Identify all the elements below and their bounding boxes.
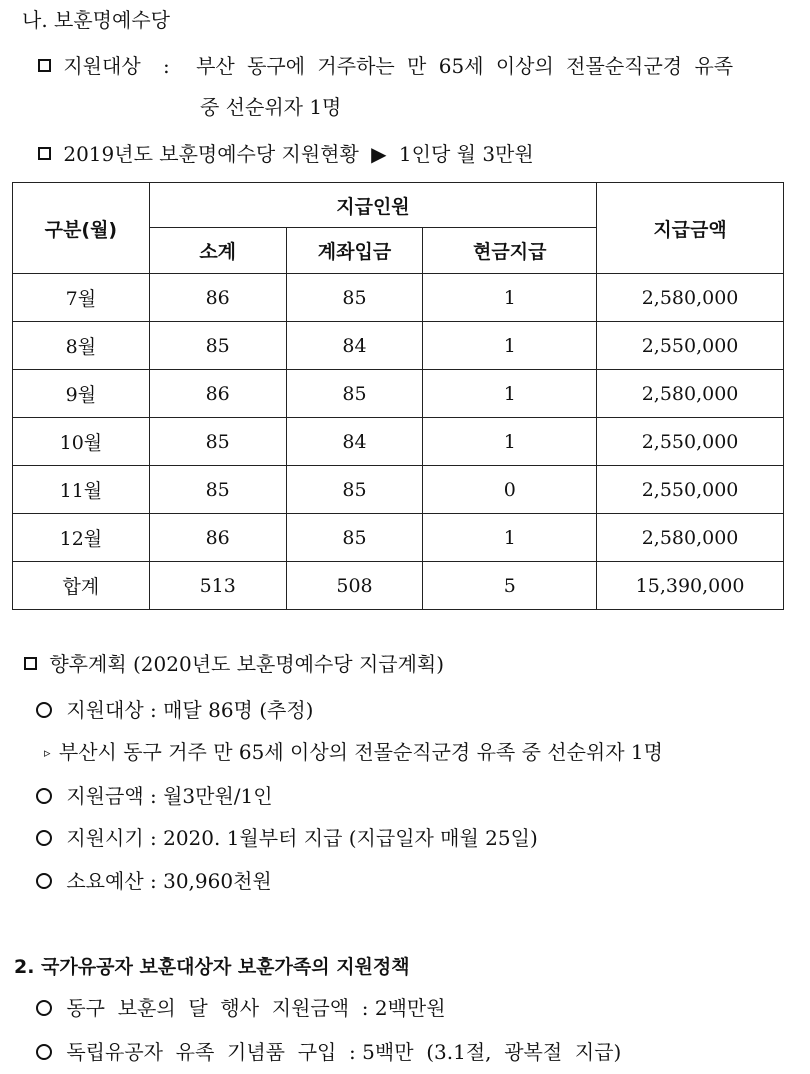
cell-total-cash: 5 bbox=[423, 562, 597, 610]
colon: : bbox=[163, 54, 170, 78]
cell-account: 84 bbox=[286, 322, 423, 370]
table-row bbox=[13, 370, 784, 418]
table-row bbox=[13, 418, 784, 466]
table-row bbox=[13, 466, 784, 514]
section-2-item-2-text: 독립유공자 유족 기념품 구입 : 5백만 (3.1절, 광복절 지급) bbox=[66, 1040, 622, 1064]
table-row bbox=[13, 514, 784, 562]
cell-amount: 2,580,000 bbox=[597, 370, 784, 418]
cell-subtotal: 86 bbox=[149, 514, 286, 562]
cell-month: 10월 bbox=[13, 418, 150, 466]
cell-account: 85 bbox=[286, 274, 423, 322]
cell-cash: 1 bbox=[423, 514, 597, 562]
table-total-row bbox=[13, 562, 784, 610]
square-bullet-icon bbox=[24, 657, 37, 670]
plan-period: 지원시기 : 2020. 1월부터 지급 (지급일자 매월 25일) bbox=[66, 826, 538, 850]
status-title: 2019년도 보훈명예수당 지원현황 bbox=[63, 142, 359, 166]
cell-total-account: 508 bbox=[286, 562, 423, 610]
header-subtotal: 소계 bbox=[149, 228, 286, 274]
section-2-item-1 bbox=[36, 994, 446, 1022]
circle-bullet-icon bbox=[36, 873, 52, 889]
support-status-table bbox=[12, 182, 784, 610]
cell-amount: 2,580,000 bbox=[597, 274, 784, 322]
status-line bbox=[38, 140, 534, 168]
section-2-title: 2. 국가유공자 보훈대상자 보훈가족의 지원정책 bbox=[14, 956, 410, 978]
arrow-right-icon: ▶ bbox=[371, 142, 387, 166]
table-row bbox=[13, 274, 784, 322]
cell-total-label: 합계 bbox=[13, 562, 150, 610]
cell-total-amount: 15,390,000 bbox=[597, 562, 784, 610]
cell-month: 9월 bbox=[13, 370, 150, 418]
cell-month: 11월 bbox=[13, 466, 150, 514]
header-amount: 지급금액 bbox=[597, 183, 784, 274]
cell-cash: 1 bbox=[423, 418, 597, 466]
header-month: 구분(월) bbox=[13, 183, 150, 274]
cell-amount: 2,550,000 bbox=[597, 466, 784, 514]
cell-account: 85 bbox=[286, 466, 423, 514]
cell-month: 8월 bbox=[13, 322, 150, 370]
cell-subtotal: 86 bbox=[149, 274, 286, 322]
cell-account: 85 bbox=[286, 514, 423, 562]
support-target-line bbox=[38, 52, 733, 80]
plan-title-line bbox=[24, 650, 444, 678]
square-bullet-icon bbox=[38, 147, 51, 160]
plan-target-line bbox=[36, 696, 313, 724]
circle-bullet-icon bbox=[36, 788, 52, 804]
status-note: 1인당 월 3만원 bbox=[398, 142, 534, 166]
section-title: 나. 보훈명예수당 bbox=[22, 8, 170, 32]
cell-cash: 1 bbox=[423, 322, 597, 370]
circle-bullet-icon bbox=[36, 830, 52, 846]
square-bullet-icon bbox=[38, 59, 51, 72]
circle-bullet-icon bbox=[36, 1044, 52, 1060]
support-target-text-cont: 중 선순위자 1명 bbox=[200, 95, 342, 119]
cell-subtotal: 86 bbox=[149, 370, 286, 418]
plan-amount-line bbox=[36, 782, 273, 810]
cell-amount: 2,580,000 bbox=[597, 514, 784, 562]
header-cash: 현금지급 bbox=[423, 228, 597, 274]
header-account: 계좌입금 bbox=[286, 228, 423, 274]
cell-account: 84 bbox=[286, 418, 423, 466]
cell-amount: 2,550,000 bbox=[597, 322, 784, 370]
plan-target-detail-line bbox=[44, 738, 663, 770]
plan-budget-line bbox=[36, 867, 272, 895]
plan-budget: 소요예산 : 30,960천원 bbox=[66, 869, 272, 893]
cell-total-subtotal: 513 bbox=[149, 562, 286, 610]
section-2-item-1-text: 동구 보훈의 달 행사 지원금액 : 2백만원 bbox=[66, 996, 446, 1020]
triangle-bullet-icon: ▹ bbox=[44, 746, 51, 761]
plan-period-line bbox=[36, 824, 538, 852]
support-target-label: 지원대상 bbox=[63, 54, 141, 78]
support-target-text: 부산 동구에 거주하는 만 65세 이상의 전몰순직군경 유족 bbox=[196, 54, 734, 78]
cell-month: 7월 bbox=[13, 274, 150, 322]
table-row bbox=[13, 322, 784, 370]
plan-target: 지원대상 : 매달 86명 (추정) bbox=[66, 698, 314, 722]
circle-bullet-icon bbox=[36, 1000, 52, 1016]
header-people: 지급인원 bbox=[149, 183, 596, 228]
circle-bullet-icon bbox=[36, 702, 52, 718]
cell-month: 12월 bbox=[13, 514, 150, 562]
cell-account: 85 bbox=[286, 370, 423, 418]
plan-amount: 지원금액 : 월3만원/1인 bbox=[66, 784, 273, 808]
cell-amount: 2,550,000 bbox=[597, 418, 784, 466]
cell-subtotal: 85 bbox=[149, 466, 286, 514]
plan-target-detail: 부산시 동구 거주 만 65세 이상의 전몰순직군경 유족 중 선순위자 1명 bbox=[58, 740, 663, 764]
section-2-item-2 bbox=[36, 1038, 621, 1066]
cell-subtotal: 85 bbox=[149, 418, 286, 466]
cell-cash: 1 bbox=[423, 370, 597, 418]
cell-cash: 1 bbox=[423, 274, 597, 322]
cell-subtotal: 85 bbox=[149, 322, 286, 370]
cell-cash: 0 bbox=[423, 466, 597, 514]
plan-title: 향후계획 (2020년도 보훈명예수당 지급계획) bbox=[49, 652, 445, 676]
